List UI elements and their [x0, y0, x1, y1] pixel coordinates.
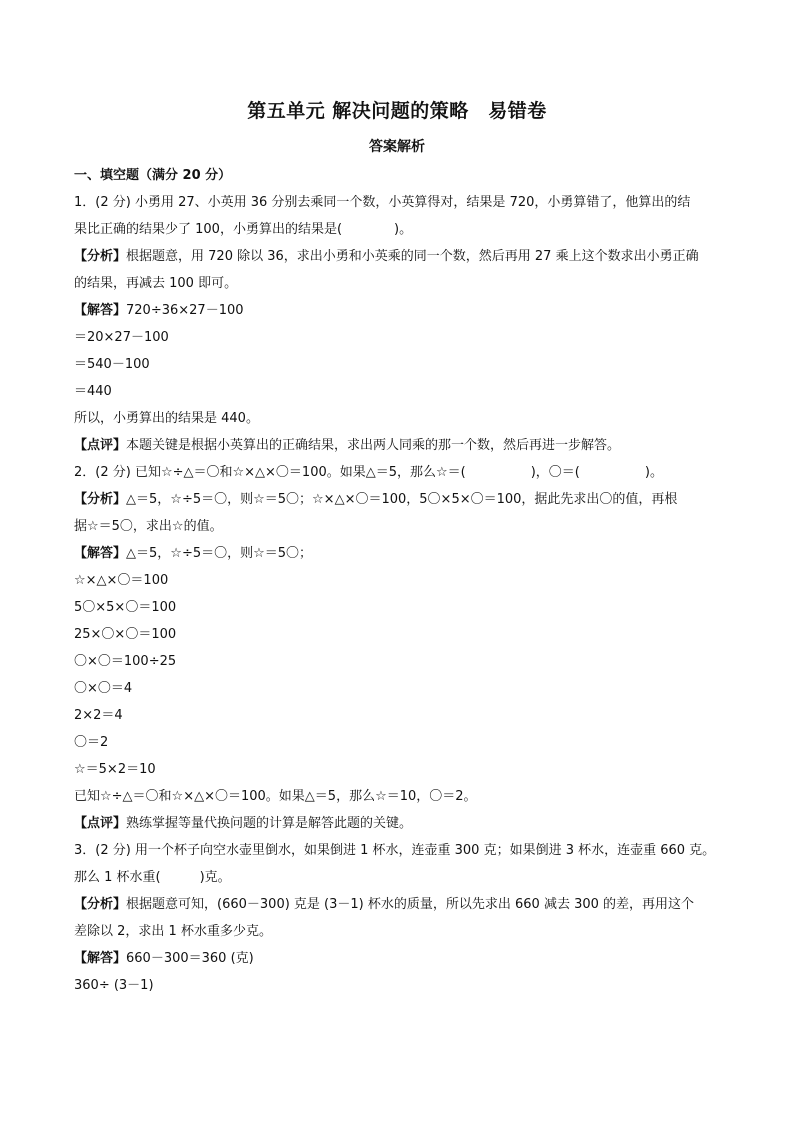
- q2-analysis-tag: 【分析】: [74, 492, 127, 507]
- q3-analysis-tag: 【分析】: [74, 897, 127, 912]
- q2-step-6: 〇×〇＝4: [74, 681, 133, 696]
- q1-analysis-text: 根据题意，用 720 除以 36，求出小勇和小英乘的同一个数，然后再用 27 乘上这个数求出小勇正确: [126, 249, 699, 264]
- q1-stem-line-1: 1．(2 分) 小勇用 27、小英用 36 分别去乘同一个数，小英算得对，结果是 720，小勇算错了，他算出的结: [74, 195, 691, 210]
- q2-step-8: 〇＝2: [74, 735, 109, 750]
- q2-step-4: 25×〇×〇＝100: [74, 627, 177, 642]
- q1-stem-line-2: 果比正确的结果少了 100，小勇算出的结果是( )。: [74, 222, 413, 237]
- q1-analysis-line-2: 的结果，再减去 100 即可。: [74, 276, 238, 291]
- q2-step-3: 5〇×5×〇＝100: [74, 600, 177, 615]
- q1-comment-tag: 【点评】: [74, 438, 127, 453]
- q1-answer-line-1: [74, 297, 734, 324]
- q3-analysis-line-1: [74, 891, 734, 918]
- q2-answer-line-1: [74, 540, 734, 567]
- q2-conclusion: 已知☆÷△＝〇和☆×△×〇＝100。如果△＝5，那么☆＝10，〇＝2。: [74, 789, 477, 804]
- q1-comment-text: 本题关键是根据小英算出的正确结果，求出两人同乘的那一个数，然后再进一步解答。: [126, 438, 621, 453]
- q2-analysis-text: △＝5，☆÷5＝〇，则☆＝5〇；☆×△×〇＝100，5〇×5×〇＝100，据此先求出〇的值，再根: [126, 492, 678, 507]
- q2-step-2: ☆×△×〇＝100: [74, 573, 169, 588]
- q2-answer-text: △＝5，☆÷5＝〇，则☆＝5〇；: [126, 546, 313, 561]
- section-heading: 一、填空题（满分 20 分）: [74, 168, 232, 183]
- q3-answer-tag: 【解答】: [74, 951, 127, 966]
- q2-analysis-line-1: [74, 486, 734, 513]
- q2-step-9: ☆＝5×2＝10: [74, 762, 156, 777]
- page-title: 第五单元 解决问题的策略 易错卷: [247, 100, 547, 122]
- q2-step-7: 2×2＝4: [74, 708, 123, 723]
- q3-answer-line-1: [74, 945, 734, 972]
- q1-step-3: ＝540－100: [74, 357, 150, 372]
- q3-step-2: 360÷ (3－1): [74, 978, 154, 993]
- q2-comment-text: 熟练掌握等量代换问题的计算是解答此题的关键。: [126, 816, 413, 831]
- page-subtitle: 答案解析: [369, 139, 425, 155]
- q2-comment-tag: 【点评】: [74, 816, 127, 831]
- q1-step-4: ＝440: [74, 384, 112, 399]
- q2-step-5: 〇×〇＝100÷25: [74, 654, 177, 669]
- q3-answer-text: 660－300＝360 (克): [126, 951, 254, 966]
- q2-answer-tag: 【解答】: [74, 546, 127, 561]
- q2-analysis-line-2: 据☆＝5〇，求出☆的值。: [74, 519, 223, 534]
- q1-analysis-tag: 【分析】: [74, 249, 127, 264]
- q1-conclusion: 所以，小勇算出的结果是 440。: [74, 411, 259, 426]
- q2-stem: 2．(2 分) 已知☆÷△＝〇和☆×△×〇＝100。如果△＝5，那么☆＝( )，〇＝( )。: [74, 465, 663, 480]
- q3-analysis-line-2: 差除以 2，求出 1 杯水重多少克。: [74, 924, 272, 939]
- q1-step-2: ＝20×27－100: [74, 330, 169, 345]
- q1-analysis-line-1: [74, 243, 734, 270]
- document-body: [74, 162, 734, 999]
- q2-comment-line: [74, 810, 734, 837]
- q3-stem-line-1: 3．(2 分) 用一个杯子向空水壶里倒水，如果倒进 1 杯水，连壶重 300 克；如果倒进 3 杯水，连壶重 660 克。: [74, 843, 716, 858]
- q3-analysis-text: 根据题意可知，(660－300) 克是 (3－1) 杯水的质量，所以先求出 660 减去 300 的差，再用这个: [126, 897, 695, 912]
- q1-comment-line: [74, 432, 734, 459]
- q3-stem-line-2: 那么 1 杯水重( )克。: [74, 870, 231, 885]
- q1-answer-tag: 【解答】: [74, 303, 127, 318]
- q1-answer-text: 720÷36×27－100: [126, 303, 244, 318]
